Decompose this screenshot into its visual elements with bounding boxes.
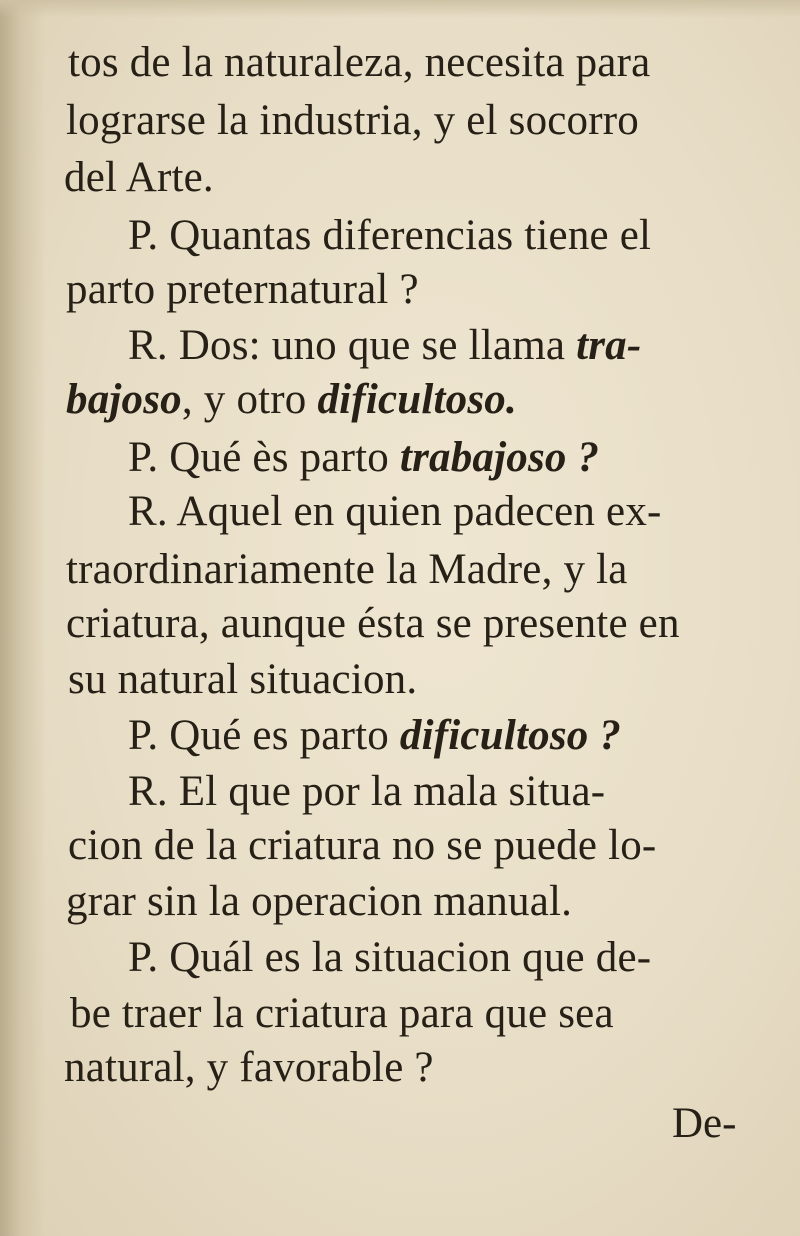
page-top-shadow [0, 0, 800, 18]
text-line-15 [68, 818, 656, 874]
text-line-16 [66, 874, 572, 930]
roman-run: be traer la criatura para que sea [70, 990, 614, 1037]
text-line-12 [68, 652, 417, 708]
roman-run: natural, y favorable ? [64, 1044, 434, 1091]
text-line-10 [66, 542, 628, 598]
roman-run: grar sin la operacion manual. [66, 878, 573, 925]
roman-run: , y otro [181, 376, 318, 423]
roman-run: su natural situacion. [68, 656, 418, 703]
text-line-14 [128, 764, 605, 820]
text-line-19 [64, 1040, 434, 1096]
roman-run: R. Aquel en quien padecen ex- [128, 488, 662, 535]
roman-run: traordinariamente la Madre, y la [66, 546, 628, 593]
text-line-1 [68, 35, 650, 91]
italic-run: trabajoso ? [399, 434, 600, 481]
roman-run: R. Dos: uno que se llama [128, 322, 577, 369]
roman-run: lograrse la industria, y el socorro [66, 97, 639, 144]
roman-run: P. Qué es parto [128, 712, 400, 759]
text-line-4 [128, 208, 651, 264]
text-line-7 [66, 372, 517, 428]
italic-run: bajoso [66, 376, 182, 423]
text-line-3 [64, 150, 214, 206]
text-line-9 [128, 484, 662, 540]
page-gutter-shadow [0, 0, 46, 1236]
text-line-6 [128, 318, 641, 374]
italic-run: dificultoso ? [399, 712, 622, 759]
roman-run: R. El que por la mala situa- [128, 768, 606, 815]
roman-run: P. Quantas diferencias tiene el [128, 212, 652, 259]
text-line-18 [70, 986, 614, 1042]
text-line-5 [66, 262, 419, 318]
text-line-13 [128, 708, 621, 764]
catchword: De- [672, 1100, 737, 1147]
italic-run: tra- [576, 322, 642, 369]
text-line-8 [128, 430, 599, 486]
italic-run: dificultoso. [317, 376, 517, 423]
roman-run: tos de la naturaleza, necesita para [68, 39, 651, 86]
text-line-2 [66, 93, 639, 149]
roman-run: cion de la criatura no se puede lo- [68, 822, 657, 869]
roman-run: parto preternatural ? [66, 266, 419, 313]
roman-run: del Arte. [64, 154, 214, 201]
text-line-17 [128, 930, 651, 986]
roman-run: P. Quál es la situacion que de- [128, 934, 652, 981]
roman-run: criatura, aunque ésta se presente en [66, 600, 680, 647]
roman-run: P. Qué ès parto [128, 434, 400, 481]
text-line-11 [66, 596, 680, 652]
